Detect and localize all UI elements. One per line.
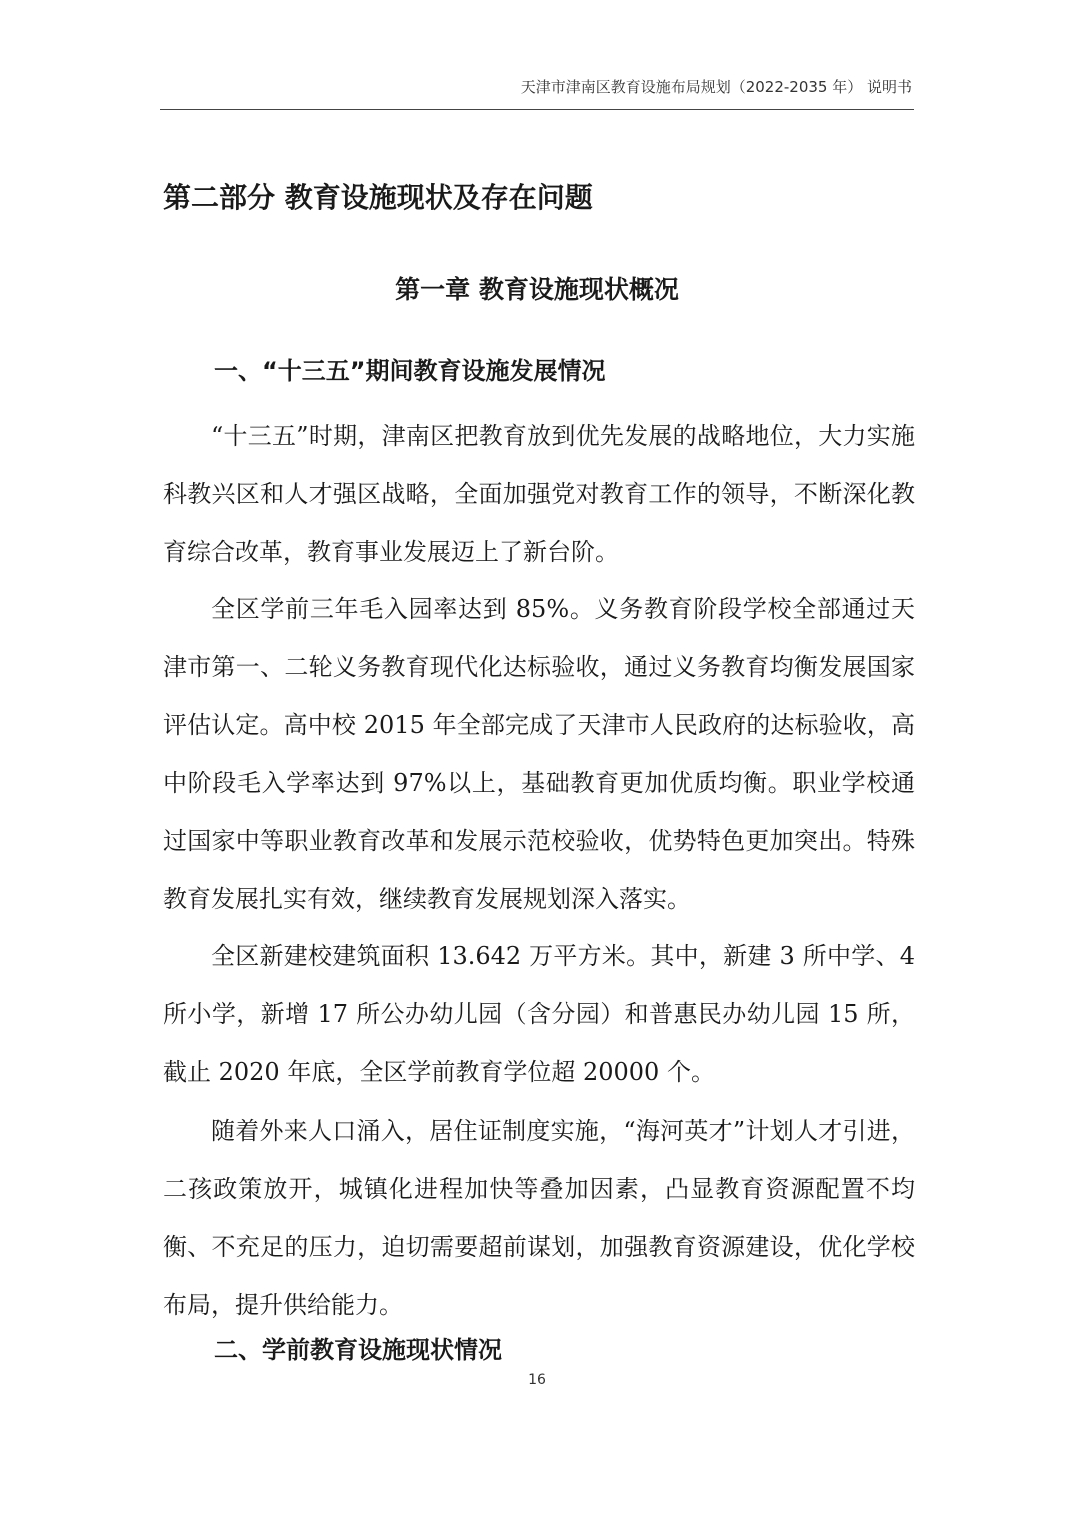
paragraph-1: “十三五”时期，津南区把教育放到优先发展的战略地位，大力实施科教兴区和人才强区战略，全面加强党对教育工作的领导，不断深化教育综合改革，教育事业发展迈上了新台阶。 <box>163 422 915 566</box>
paragraph-2: 全区学前三年毛入园率达到 85%。义务教育阶段学校全部通过天津市第一、二轮义务教育现代化达标验收，通过义务教育均衡发展国家评估认定。高中校 2015 年全部完成了天津市人民政府的达标验收，高中阶段毛入学率达到 97%以上，基础教育更加优质均衡。职业学校通过国家中等职业教育改革和发展示范校验收，优势特色更加突出。特殊教育发展扎实有效，继续教育发展规划深入落实。 <box>163 595 915 913</box>
chapter-title: 第一章 教育设施现状概况 <box>395 275 679 304</box>
part-title: 第二部分 教育设施现状及存在问题 <box>163 181 593 214</box>
section-heading-1: 一、“十三五”期间教育设施发展情况 <box>214 357 606 385</box>
paragraph-4: 随着外来人口涌入，居住证制度实施，“海河英才”计划人才引进，二孩政策放开，城镇化进程加快等叠加因素，凸显教育资源配置不均衡、不充足的压力，迫切需要超前谋划，加强教育资源建设，优化学校布局，提升供给能力。 <box>163 1117 915 1319</box>
running-header: 天津市津南区教育设施布局规划（2022-2035 年） 说明书 <box>520 78 912 96</box>
paragraph-3: 全区新建校建筑面积 13.642 万平方米。其中，新建 3 所中学、4 所小学，新增 17 所公办幼儿园（含分园）和普惠民办幼儿园 15 所，截止 2020 年底，全区学前教育学位超 20000 个。 <box>163 942 915 1086</box>
header-divider <box>160 109 914 110</box>
page-number: 16 <box>528 1372 546 1388</box>
section-heading-2: 二、学前教育设施现状情况 <box>214 1336 502 1364</box>
